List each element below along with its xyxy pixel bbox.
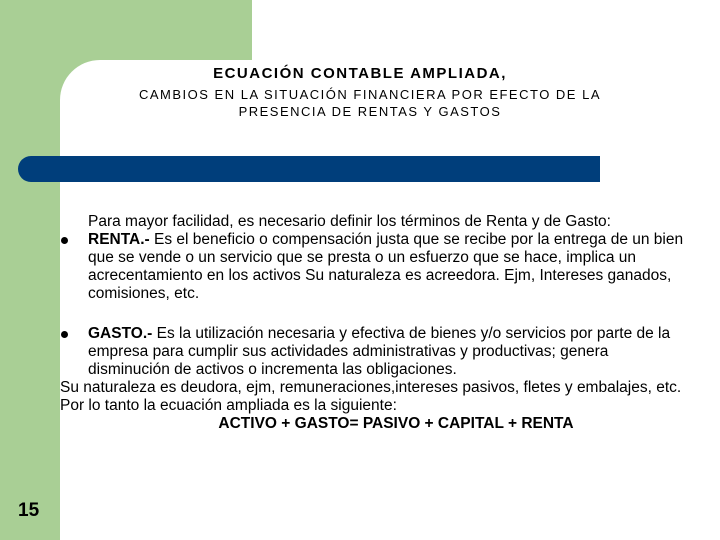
conclusion-paragraph: Por lo tanto la ecuación ampliada es la siguiente: — [60, 397, 397, 414]
renta-term: RENTA.- — [88, 231, 150, 248]
bullet-icon — [61, 237, 68, 244]
slide-title: ECUACIÓN CONTABLE AMPLIADA, — [213, 65, 507, 82]
top-decorative-block — [60, 0, 252, 60]
naturaleza-paragraph: Su naturaleza es deudora, ejm, remuneraciones,intereses pasivos, fletes y embalajes, etc. — [60, 379, 682, 396]
intro-paragraph: Para mayor facilidad, es necesario definir los términos de Renta y de Gasto: — [88, 213, 611, 230]
expanded-equation: ACTIVO + GASTO= PASIVO + CAPITAL + RENTA — [218, 415, 574, 432]
renta-definition: Es el beneficio o compensación justa que se recibe por la entrega de un bien que se vende o un servicio que se presta o un esfuerzo que se hace, implica un acrecentamiento en los activos Su naturaleza es acreedora. Ejm, Intereses ganados, comisiones, etc. — [88, 231, 684, 302]
slide-subtitle — [70, 86, 670, 120]
subtitle-line-2: PRESENCIA DE RENTAS Y GASTOS — [238, 104, 502, 119]
subtitle-line-1: CAMBIOS EN LA SITUACIÓN FINANCIERA POR EFECTO DE LA — [138, 87, 601, 102]
slide-number: 15 — [18, 500, 40, 521]
renta-bullet — [60, 231, 692, 303]
slide-body — [60, 213, 692, 433]
left-decorative-bar — [0, 0, 60, 540]
gasto-bullet — [60, 325, 692, 379]
title-divider-bar — [18, 156, 600, 182]
gasto-definition: Es la utilización necesaria y efectiva de bienes y/o servicios por parte de la empresa para cumplir sus actividades administrativas y productivas; genera disminución de activos o incrementa las obligaciones. — [88, 325, 671, 378]
bullet-icon — [61, 331, 68, 338]
gasto-term: GASTO.- — [88, 325, 153, 342]
